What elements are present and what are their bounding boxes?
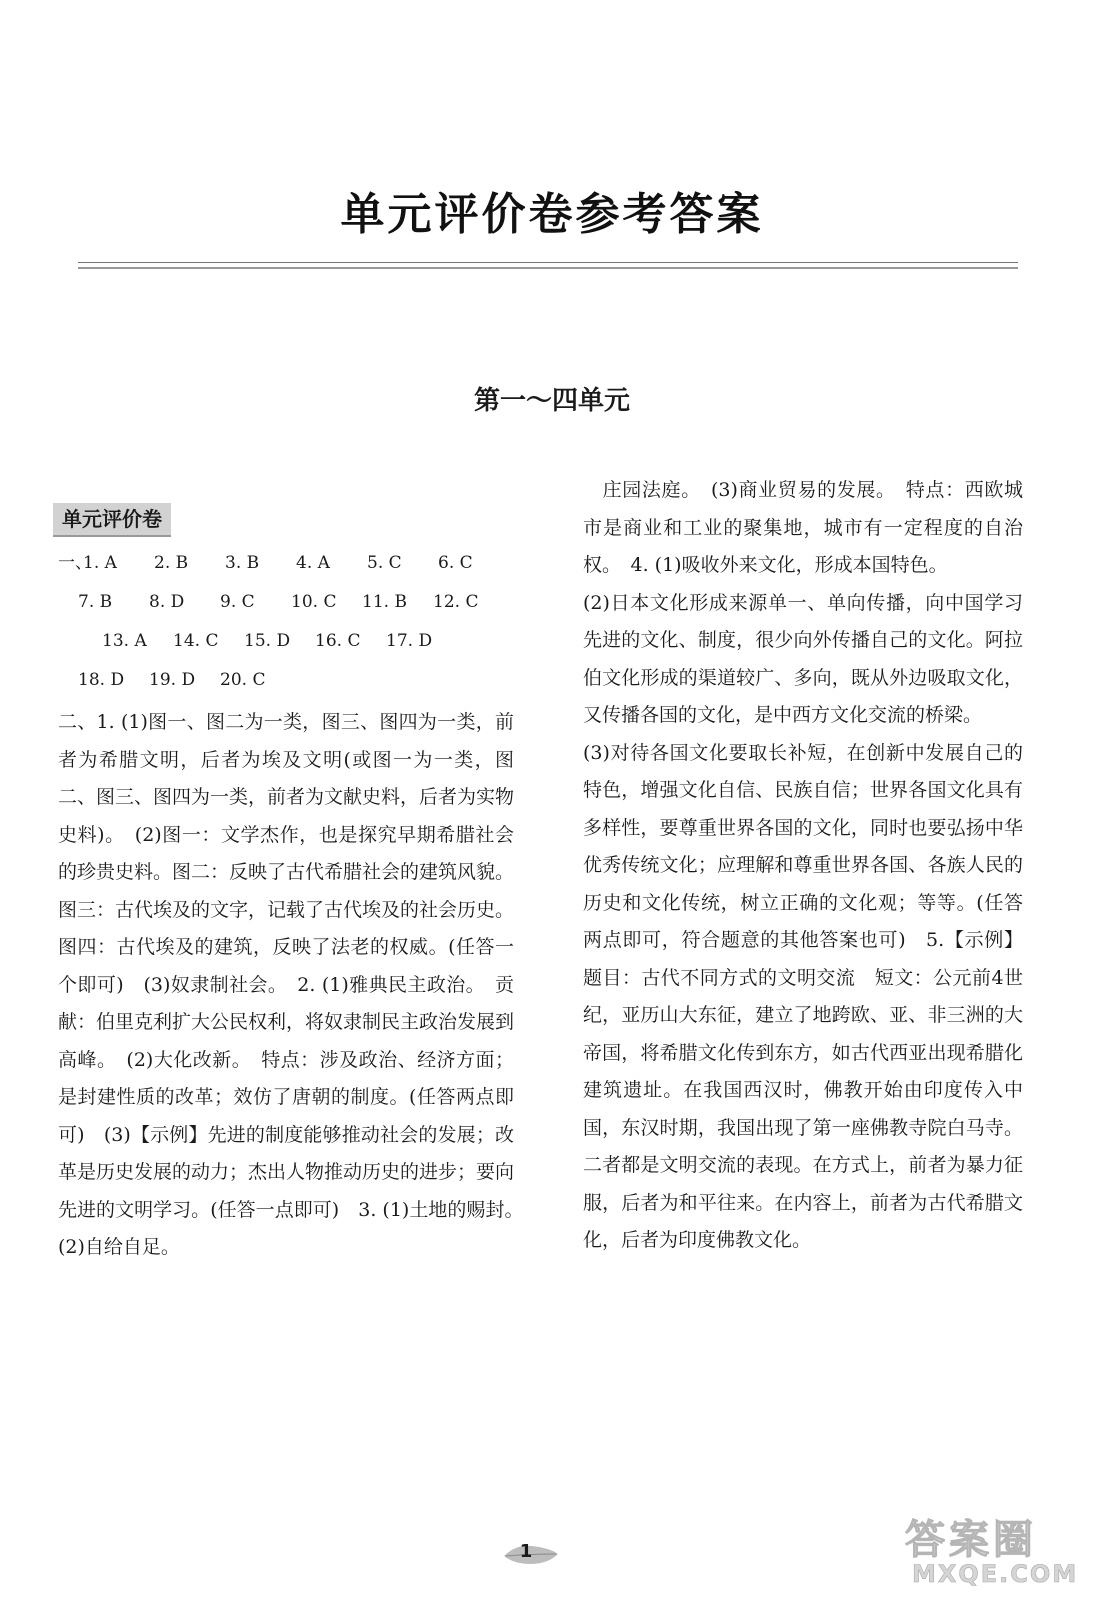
- mc-answer: 5. C: [367, 553, 402, 573]
- right-column-answers: [583, 472, 1023, 1260]
- answer-paragraph: 二、1. (1)图一、图二为一类，图三、图四为一类，前者为希腊文明，后者为埃及文明(或图一为一类，图二、图三、图四为一类，前者为文献史料，后者为实物史料)。 (2)图一：文学杰作，也是探究早期希腊社会的珍贵史料。图二：反映了古代希腊社会的建筑风貌。图三：古代埃及的文字，记载了古代埃及的社会历史。图四：古代埃及的建筑，反映了法老的权威。(任答一个即可) (3)奴隶制社会。 2. (1)雅典民主政治。 贡献：伯里克利扩大公民权利，将奴隶制民主政治发展到高峰。 (2)大化改新。 特点：涉及政治、经济方面；是封建性质的改革；效仿了唐朝的制度。(任答两点即可) (3)【示例】先进的制度能够推动社会的发展；改革是历史发展的动力；杰出人物推动历史的进步；要向先进的文明学习。(任答一点即可) 3. (1)土地的赐封。 (2)自给自足。: [58, 711, 534, 1258]
- mc-answer: 15. D: [244, 631, 291, 651]
- mc-answer: 2. B: [154, 553, 189, 573]
- watermark-url: MXQE.COM: [912, 1560, 1079, 1588]
- mc-lead: 一、: [58, 553, 92, 573]
- answer-paragraph: (3)对待各国文化要取长补短，在创新中发展自己的特色，增强文化自信、民族自信；世界各国文化具有多样性，要尊重世界各国的文化，同时也要弘扬中华优秀传统文化；应理解和尊重世界各国、各族人民的历史和文化传统，树立正确的文化观；等等。(任答两点即可，符合题意的其他答案也可) 5.【示例】题目：古代不同方式的文明交流 短文：公元前4世纪，亚历山大东征，建立了地跨欧、亚、非三洲的大帝国，将希腊文化传到东方，如古代西亚出现希腊化建筑遗址。在我国西汉时，佛教开始由印度传入中国，东汉时期，我国出现了第一座佛教寺院白马寺。二者都是文明交流的表现。在方式上，前者为暴力征服，后者为和平往来。在内容上，前者为古代希腊文化，后者为印度佛教文化。: [583, 741, 1023, 1251]
- mc-answer: 10. C: [291, 592, 337, 612]
- title-divider-bottom: [78, 267, 1018, 269]
- page-title: 单元评价卷参考答案: [340, 189, 764, 240]
- mc-answer: 20. C: [220, 670, 266, 690]
- mc-answer: 4. A: [296, 553, 330, 573]
- left-column-answers: [58, 704, 534, 1267]
- mc-answer: 19. D: [149, 670, 196, 690]
- mc-answer: 1. A: [83, 553, 117, 573]
- mc-answer: 9. C: [220, 592, 255, 612]
- mc-row-1: [58, 551, 509, 575]
- page-number: 1: [519, 1541, 533, 1562]
- mc-answer: 12. C: [433, 592, 479, 612]
- mc-answer: 3. B: [225, 553, 260, 573]
- mc-answer: 17. D: [386, 631, 433, 651]
- mc-row-2: [78, 590, 504, 614]
- mc-answer: 6. C: [438, 553, 473, 573]
- mc-answer: 14. C: [173, 631, 219, 651]
- section-label: 单元评价卷: [53, 503, 171, 537]
- mc-row-3: [102, 629, 457, 653]
- mc-answer: 13. A: [102, 631, 147, 651]
- mc-answer: 16. C: [315, 631, 361, 651]
- answer-paragraph: 庄园法庭。 (3)商业贸易的发展。 特点：西欧城市是商业和工业的聚集地，城市有一定程度的自治权。 4. (1)吸收外来文化，形成本国特色。: [583, 479, 1023, 576]
- mc-row-4: [78, 668, 291, 692]
- mc-answer: 11. B: [362, 592, 407, 612]
- mc-answer: 7. B: [78, 592, 113, 612]
- watermark-logo: 答案圈: [905, 1517, 1037, 1563]
- answer-paragraph: (2)日本文化形成来源单一、单向传播，向中国学习先进的文化、制度，很少向外传播自己的文化。阿拉伯文化形成的渠道较广、多向，既从外边吸取文化，又传播各国的文化，是中西方文化交流的桥梁。: [583, 591, 1023, 726]
- unit-title: 第一～四单元: [473, 386, 630, 416]
- title-divider-top: [78, 262, 1018, 263]
- mc-answer: 18. D: [78, 670, 125, 690]
- mc-answer: 8. D: [149, 592, 185, 612]
